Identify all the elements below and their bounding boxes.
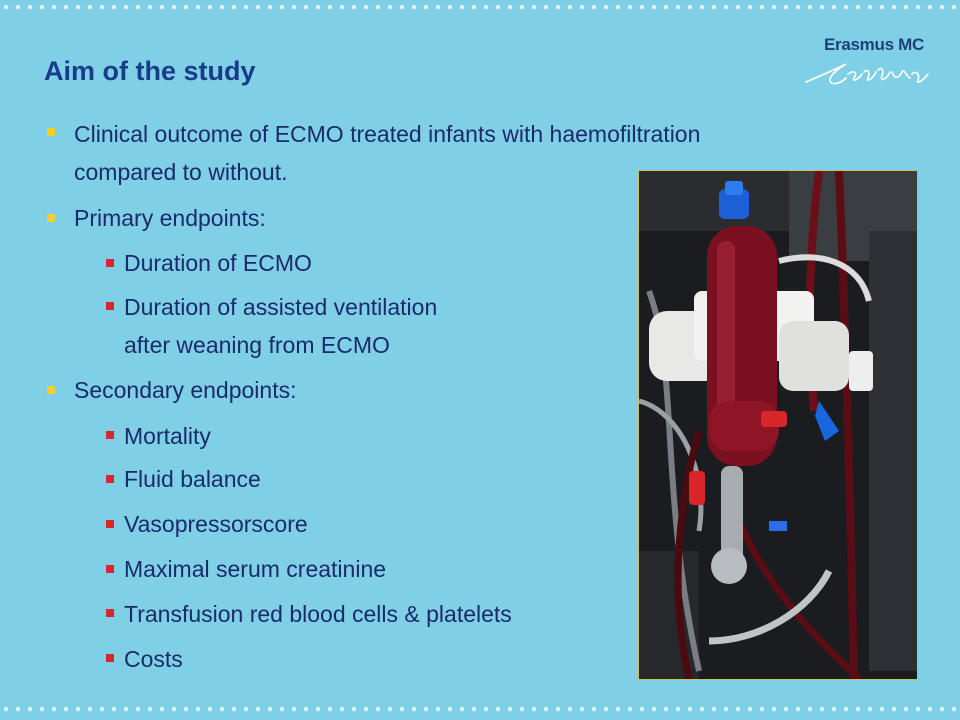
sub-bullet-mortality: Mortality	[124, 423, 211, 449]
sub-bullet-duration-ecmo: Duration of ECMO	[124, 250, 312, 276]
sub-bullet-transfusion: Transfusion red blood cells & platelets	[124, 601, 512, 627]
haemofilter-photo	[638, 170, 918, 680]
sub-bullet-marker-red	[106, 259, 114, 267]
sub-bullet-marker-red	[106, 654, 114, 662]
bullet-clinical-outcome-line1: Clinical outcome of ECMO treated infants with haemofiltration	[74, 121, 701, 147]
bullet-secondary-endpoints: Secondary endpoints:	[74, 377, 297, 403]
bullet-clinical-outcome-line2: compared to without.	[74, 159, 288, 185]
sub-bullet-marker-red	[106, 520, 114, 528]
bullet-marker-yellow	[47, 386, 55, 394]
sub-bullet-costs: Costs	[124, 646, 183, 672]
sub-bullet-vasopressorscore: Vasopressorscore	[124, 511, 308, 537]
sub-bullet-marker-red	[106, 475, 114, 483]
sub-bullet-marker-red	[106, 609, 114, 617]
logo-text: Erasmus MC	[824, 35, 924, 54]
bullet-primary-endpoints: Primary endpoints:	[74, 205, 266, 231]
sub-bullet-marker-red	[106, 431, 114, 439]
sub-bullet-fluid-balance: Fluid balance	[124, 466, 261, 492]
haemofilter-illustration	[639, 171, 917, 679]
bullet-marker-yellow	[47, 128, 55, 136]
bullet-marker-yellow	[47, 214, 55, 222]
slide-title: Aim of the study	[44, 56, 256, 86]
sub-bullet-duration-ventilation-line1: Duration of assisted ventilation	[124, 294, 438, 320]
sub-bullet-serum-creatinine: Maximal serum creatinine	[124, 556, 387, 582]
sub-bullet-marker-red	[106, 565, 114, 573]
sub-bullet-marker-red	[106, 302, 114, 310]
sub-bullet-duration-ventilation-line2: after weaning from ECMO	[124, 332, 390, 358]
